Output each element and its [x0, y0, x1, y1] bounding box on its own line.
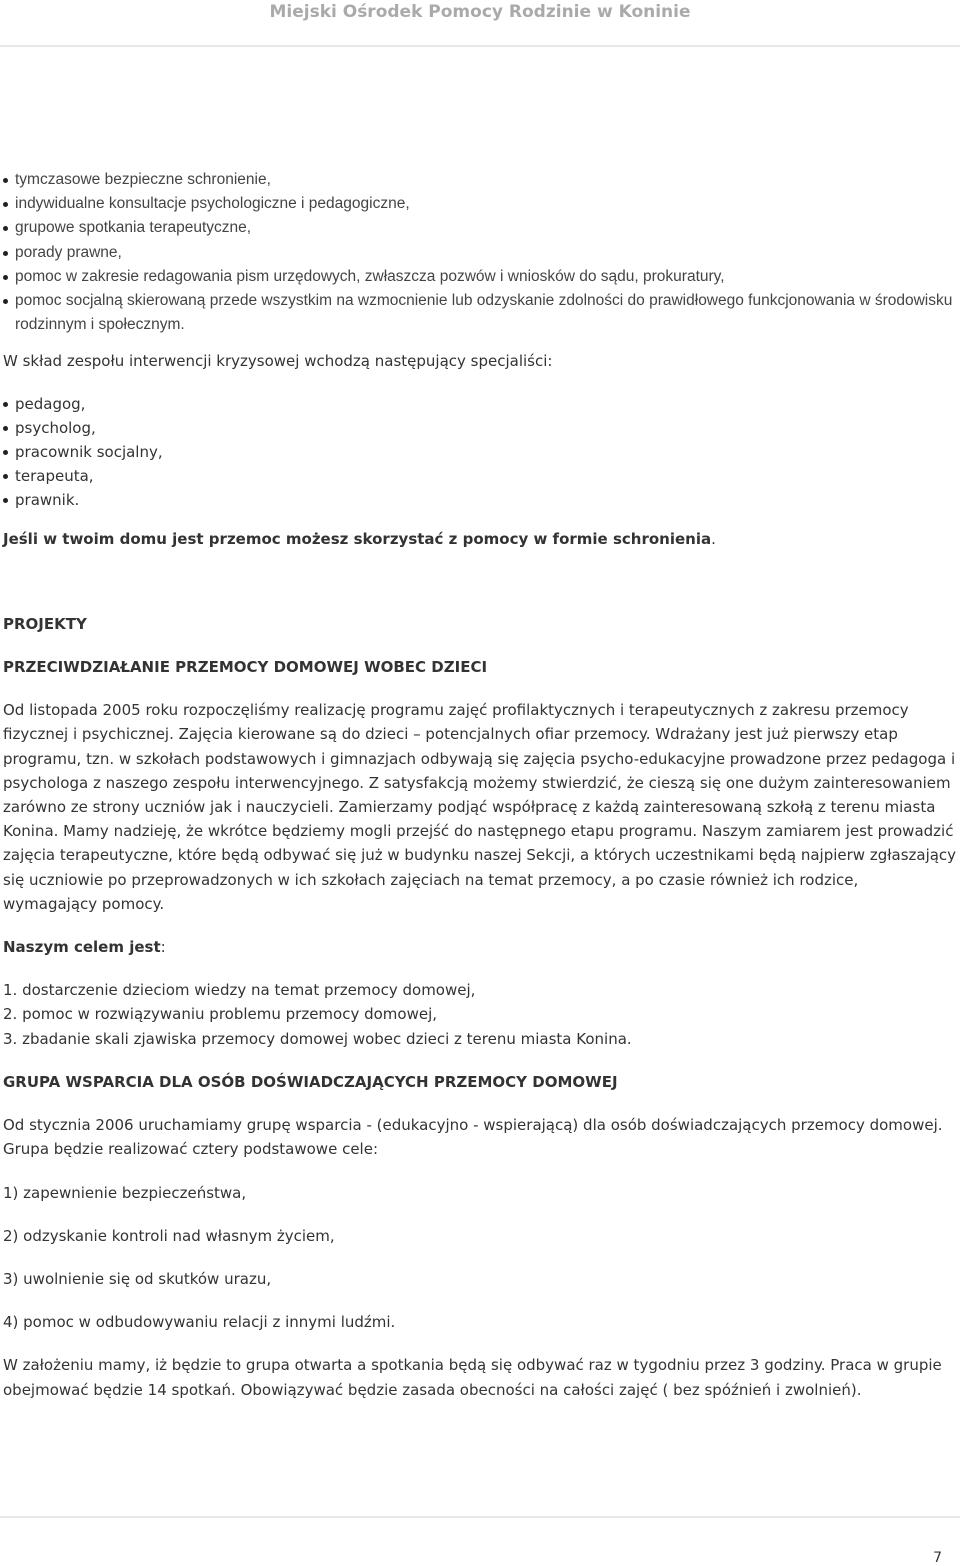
project1-title: PRZECIWDZIAŁANIE PRZEMOCY DOMOWEJ WOBEC DZIECI — [3, 658, 488, 677]
list-item: 4) pomoc w odbudowywaniu relacji z innymi ludźmi. — [3, 1313, 396, 1332]
page-number: 7 — [933, 1550, 942, 1566]
list-item: psycholog, — [3, 416, 957, 440]
project1-goals — [3, 978, 957, 1051]
list-item: indywidualne konsultacje psychologiczne i pedagogiczne, — [3, 192, 957, 216]
team-list — [3, 392, 957, 513]
goal-label: Naszym celem jest — [3, 938, 161, 957]
list-item: terapeuta, — [3, 464, 957, 488]
list-item: pomoc w zakresie redagowania pism urzędowych, zwłaszcza pozwów i wniosków do sądu, prokuratury, — [3, 265, 957, 289]
list-item: tymczasowe bezpieczne schronienie, — [3, 168, 957, 192]
list-item: grupowe spotkania terapeutyczne, — [3, 216, 957, 240]
shelter-note — [3, 527, 957, 551]
main-content — [3, 168, 957, 1402]
page-header — [0, 0, 960, 44]
project2-closing: W założeniu mamy, iż będzie to grupa otwarta a spotkania będą się odbywać raz w tygodniu przez 3 godziny. Praca w grupie obejmować będzie 14 spotkań. Obowiązywać będzie zasada obecności na całości zajęć ( bez spóźnień i zwolnień). — [3, 1356, 942, 1399]
list-item: 1. dostarczenie dzieciom wiedzy na temat przemocy domowej, — [3, 981, 476, 1000]
list-item: 3) uwolnienie się od skutków urazu, — [3, 1269, 272, 1288]
project2-title: GRUPA WSPARCIA DLA OSÓB DOŚWIADCZAJĄCYCH PRZEMOCY DOMOWEJ — [3, 1072, 618, 1091]
header-divider — [0, 45, 960, 47]
shelter-note-end: . — [711, 529, 716, 548]
project2-intro: Od stycznia 2006 uruchamiamy grupę wsparcia - (edukacyjno - wspierającą) dla osób doświadczających przemocy domowej. Grupa będzie realizować cztery podstawowe cele: — [3, 1116, 943, 1159]
footer-divider — [0, 1516, 960, 1518]
list-item: 3. zbadanie skali zjawiska przemocy domowej wobec dzieci z terenu miasta Konina. — [3, 1029, 632, 1048]
goal-colon: : — [160, 938, 166, 957]
shelter-note-text: Jeśli w twoim domu jest przemoc możesz skorzystać z pomocy w formie schronienia — [3, 529, 712, 548]
list-item: pracownik socjalny, — [3, 440, 957, 464]
list-item: prawnik. — [3, 488, 957, 512]
list-item: 2. pomoc w rozwiązywaniu problemu przemocy domowej, — [3, 1005, 438, 1024]
list-item: 1) zapewnienie bezpieczeństwa, — [3, 1183, 247, 1202]
header-title: Miejski Ośrodek Pomocy Rodzinie w Koninie — [269, 2, 691, 22]
project1-body: Od listopada 2005 roku rozpoczęliśmy realizację programu zajęć profilaktycznych i terapeutycznych z zakresu przemocy fizycznej i psychicznej. Zajęcia kierowane są do dzieci – potencjalnych ofiar przemocy. Wdrażany jest już pierwszy etap programu, tzn. w szkołach podstawowych i gimnazjach odbywają się zajęcia psycho-edukacyjne prowadzone przez pedagoga i psychologa z naszego zespołu interwencyjnego. Z satysfakcją możemy stwierdzić, że cieszą się one dużym zainteresowaniem zarówno ze strony uczniów jak i nauczycieli. Zamierzamy podjąć współpracę z każdą zainteresowaną szkołą z terenu miasta Konina. Mamy nadzieję, że wkrótce będziemy mogli przejść do następnego etapu programu. Naszym zamiarem jest prowadzić zajęcia terapeutyczne, które będą odbywać się już w budynku naszej Sekcji, a których uczestnikami będą najpierw zgłaszający się uczniowie po przeprowadzonych w ich szkołach zajęciach na temat przemocy, a po czasie również ich rodzice, wymagający pomocy. — [3, 701, 957, 913]
goal-line — [3, 935, 957, 959]
list-item: 2) odzyskanie kontroli nad własnym życiem, — [3, 1226, 335, 1245]
projects-heading: PROJEKTY — [3, 614, 87, 633]
services-list — [3, 168, 957, 337]
list-item: porady prawne, — [3, 241, 957, 265]
list-item: pedagog, — [3, 392, 957, 416]
team-intro: W skład zespołu interwencji kryzysowej wchodzą następujący specjaliści: — [3, 352, 553, 371]
list-item: pomoc socjalną skierowaną przede wszystkim na wzmocnienie lub odzyskanie zdolności do prawidłowego funkcjonowania w środowisku rodzinnym i społecznym. — [3, 289, 957, 337]
